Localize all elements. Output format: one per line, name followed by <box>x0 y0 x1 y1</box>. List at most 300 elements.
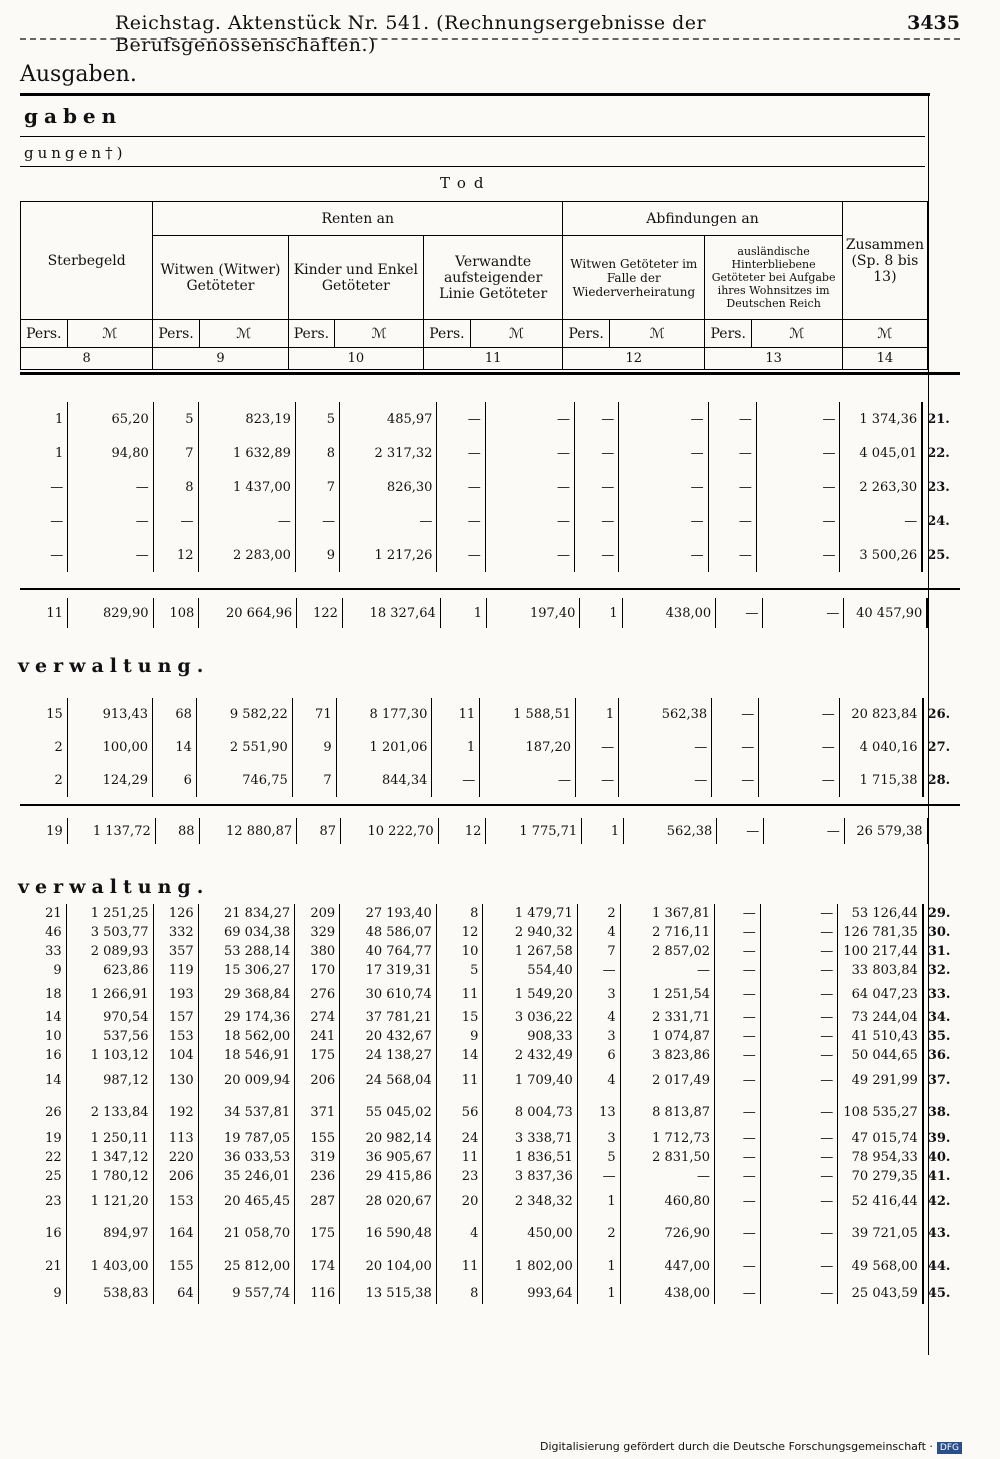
table-cell: 126 <box>153 904 198 923</box>
table-cell: 2 551,90 <box>196 731 292 764</box>
table-cell: 5 <box>436 961 483 980</box>
table-cell: 1 632,89 <box>198 436 295 470</box>
table-cell: 11 <box>436 1065 483 1095</box>
table-row <box>20 1129 960 1148</box>
table-cell: 9 <box>53 963 62 978</box>
table-cell: — <box>437 470 485 504</box>
total-block-2 <box>20 818 960 844</box>
table-cell: 119 <box>153 961 198 980</box>
table-subtitle: gungen†) <box>24 144 127 162</box>
table-cell: — <box>437 436 485 470</box>
table-cell: — <box>432 764 480 797</box>
table-cell: 3 <box>577 980 620 1008</box>
table-cell: 894,97 <box>66 1216 153 1250</box>
table-cell: — <box>756 402 840 436</box>
table-cell: — <box>759 698 840 731</box>
head-kinder: Kinder und Enkel Getöteter <box>288 236 423 320</box>
table-cell: 9 557,74 <box>198 1282 295 1304</box>
table-cell: 24 <box>436 1129 483 1148</box>
table-cell: 104 <box>153 1046 198 1065</box>
table-cell: 47 015,74 <box>838 1129 923 1148</box>
table-cell: 12 <box>153 538 198 572</box>
table-cell: — <box>619 504 708 538</box>
table-cell: 164 <box>153 1216 198 1250</box>
table-cell: 9 <box>53 1285 62 1301</box>
table-cell: 4 045,01 <box>840 436 922 470</box>
table-cell: 11 <box>436 1148 483 1167</box>
table-cell: 20 <box>436 1186 483 1216</box>
head-witwen: Witwen (Witwer) Getöteter <box>153 236 288 320</box>
table-cell: 37 781,21 <box>340 1008 437 1027</box>
table-cell: — <box>760 1186 838 1216</box>
table-cell: 53 126,44 <box>838 904 923 923</box>
table-cell: — <box>760 1148 838 1167</box>
table-cell: 10 <box>436 942 483 961</box>
table-cell: 27. <box>923 731 960 764</box>
table-cell: 1 <box>577 1282 620 1304</box>
table-cell: 276 <box>295 980 340 1008</box>
table-row <box>20 1065 960 1095</box>
table-cell: 20 823,84 <box>839 698 922 731</box>
table-cell: 2 831,50 <box>620 1148 714 1167</box>
table-cell: 274 <box>295 1008 340 1027</box>
table-cell: 174 <box>295 1250 340 1282</box>
table-cell: 197,40 <box>486 598 579 628</box>
table-cell: 206 <box>295 1065 340 1095</box>
page-number: 3435 <box>907 12 960 34</box>
table-cell: 1 267,58 <box>483 942 577 961</box>
table-row <box>20 1216 960 1250</box>
table-cell: 1 367,81 <box>620 904 714 923</box>
table-cell: 20 465,45 <box>198 1186 295 1216</box>
table-cell: — <box>756 436 840 470</box>
table-cell: 108 <box>153 598 199 628</box>
table-row <box>20 1250 960 1282</box>
verwaltung-heading-2: verwaltung. <box>18 876 210 898</box>
table-cell: 726,90 <box>620 1216 714 1250</box>
table-cell: 908,33 <box>483 1027 577 1046</box>
table-title: gaben <box>24 104 123 128</box>
table-cell: 155 <box>153 1250 198 1282</box>
table-cell: — <box>760 1167 838 1186</box>
table-cell: 287 <box>295 1186 340 1216</box>
footer <box>540 1440 962 1454</box>
table-cell: — <box>840 504 922 538</box>
table-cell: 1 479,71 <box>483 904 577 923</box>
table-cell: — <box>619 764 712 797</box>
table-cell: 18 327,64 <box>342 598 440 628</box>
table-cell: — <box>619 538 708 572</box>
head-verwandte: Verwandte aufsteigender Linie Getöteter <box>424 236 563 320</box>
table-cell: 39 721,05 <box>838 1216 923 1250</box>
table-cell: 24 138,27 <box>340 1046 437 1065</box>
table-cell: — <box>576 764 619 797</box>
table-cell: 26 <box>45 1104 62 1120</box>
table-cell: 4 <box>577 923 620 942</box>
table-cell: 3 338,71 <box>483 1129 577 1148</box>
table-cell: 10 <box>45 1029 62 1044</box>
table-cell: — <box>717 818 764 844</box>
table-cell: 25 812,00 <box>198 1250 295 1282</box>
table-cell: — <box>437 504 485 538</box>
table-cell: 37. <box>923 1065 960 1095</box>
table-cell: 16 <box>45 1048 62 1063</box>
table-cell: 88 <box>155 818 199 844</box>
table-cell: 319 <box>295 1148 340 1167</box>
table-cell: — <box>760 1065 838 1095</box>
table-cell: 33. <box>923 980 960 1008</box>
table-cell: 8 177,30 <box>336 698 432 731</box>
table-cell: 1 250,11 <box>66 1129 153 1148</box>
table-cell: 562,38 <box>624 818 717 844</box>
table-cell: — <box>576 731 619 764</box>
table-cell: 24. <box>922 504 960 538</box>
table-cell: 49 568,00 <box>838 1250 923 1282</box>
table-cell: 1 251,54 <box>620 980 714 1008</box>
table-cell: 1 121,20 <box>66 1186 153 1216</box>
table-cell: 14 <box>45 1072 62 1088</box>
table-cell: — <box>715 1008 761 1027</box>
table-cell: 24 568,04 <box>340 1065 437 1095</box>
table-cell: 1 137,72 <box>67 818 155 844</box>
table-cell: 220 <box>153 1148 198 1167</box>
tod-heading: Tod <box>440 174 492 192</box>
table-cell: 537,56 <box>66 1027 153 1046</box>
table-cell: — <box>715 1065 761 1095</box>
table-cell: — <box>715 1282 761 1304</box>
table-cell: 1 588,51 <box>480 698 576 731</box>
table-cell: 12 <box>436 923 483 942</box>
head-sterbegeld: Sterbegeld <box>21 202 153 320</box>
table-cell: — <box>712 698 759 731</box>
table-cell: 48 586,07 <box>340 923 437 942</box>
table-cell: 19 787,05 <box>198 1129 295 1148</box>
table-cell: 8 004,73 <box>483 1095 577 1129</box>
table-cell: 371 <box>295 1095 340 1129</box>
data-block-1 <box>20 402 960 572</box>
table-cell: 29 174,36 <box>198 1008 295 1027</box>
table-cell: — <box>760 904 838 923</box>
table-cell: 4 <box>436 1216 483 1250</box>
table-cell: 13 <box>577 1095 620 1129</box>
table-cell: — <box>715 980 761 1008</box>
table-cell: 50 044,65 <box>838 1046 923 1065</box>
table-cell: — <box>485 402 574 436</box>
table-row <box>20 904 960 923</box>
table-cell: 2 283,00 <box>198 538 295 572</box>
table-cell: 41 510,43 <box>838 1027 923 1046</box>
table-cell: 64 <box>153 1282 198 1304</box>
table-cell: 332 <box>153 923 198 942</box>
table-cell: — <box>716 598 763 628</box>
table-cell: 21 <box>45 906 62 921</box>
table-cell: 25. <box>922 538 960 572</box>
table-cell: 26 579,38 <box>844 818 927 844</box>
table-cell: 155 <box>295 1129 340 1148</box>
table-cell: 2 017,49 <box>620 1065 714 1095</box>
table-cell: 26. <box>923 698 960 731</box>
table-row <box>20 436 960 470</box>
table-row <box>20 942 960 961</box>
table-cell: — <box>763 598 844 628</box>
col-num: 11 <box>424 348 563 370</box>
table-cell: 175 <box>295 1046 340 1065</box>
table-cell: 30. <box>923 923 960 942</box>
table-cell: 3 <box>577 1027 620 1046</box>
table-cell: 45. <box>923 1282 960 1304</box>
col-num: 9 <box>153 348 288 370</box>
table-cell: 2 940,32 <box>483 923 577 942</box>
table-cell: 1 709,40 <box>483 1065 577 1095</box>
table-row <box>20 470 960 504</box>
table-cell: 6 <box>577 1046 620 1065</box>
table-cell: 1 549,20 <box>483 980 577 1008</box>
table-cell: 8 <box>295 436 339 470</box>
table-cell: 357 <box>153 942 198 961</box>
table-cell: 18 <box>45 986 62 1002</box>
table-cell: 35 246,01 <box>198 1167 295 1186</box>
table-cell: 12 <box>438 818 486 844</box>
table-cell: 1 374,36 <box>840 402 922 436</box>
table-cell: 40. <box>923 1148 960 1167</box>
table-cell: 19 <box>46 823 63 839</box>
table-row <box>20 731 960 764</box>
table-cell: — <box>760 1095 838 1129</box>
table-cell: 22 <box>45 1150 62 1165</box>
table-cell: 5 <box>295 402 339 436</box>
table-cell: 33 803,84 <box>838 961 923 980</box>
table-cell: 8 <box>436 904 483 923</box>
table-cell: — <box>764 818 844 844</box>
table-cell: — <box>708 470 756 504</box>
table-cell: — <box>575 436 619 470</box>
table-cell: 1 201,06 <box>336 731 432 764</box>
table-cell: 913,43 <box>67 698 152 731</box>
table-cell: 236 <box>295 1167 340 1186</box>
table-row <box>20 764 960 797</box>
table-cell: 13 515,38 <box>340 1282 437 1304</box>
table-cell: 823,19 <box>198 402 295 436</box>
table-cell: 36 033,53 <box>198 1148 295 1167</box>
table-cell: 108 535,27 <box>838 1095 923 1129</box>
table-cell: — <box>708 504 756 538</box>
table-cell: 2 857,02 <box>620 942 714 961</box>
table-cell: — <box>712 731 759 764</box>
table-cell: — <box>715 1250 761 1282</box>
table-cell: 7 <box>577 942 620 961</box>
table-cell: 18 562,00 <box>198 1027 295 1046</box>
table-cell: 2 716,11 <box>620 923 714 942</box>
table-cell: — <box>620 961 714 980</box>
table-cell: — <box>68 470 153 504</box>
head-mark: ℳ <box>842 320 927 348</box>
table-cell: 17 319,31 <box>340 961 437 980</box>
table-cell: 43. <box>923 1216 960 1250</box>
table-cell: 438,00 <box>620 1282 714 1304</box>
head-pers: Pers. <box>153 320 200 348</box>
table-cell: 10 222,70 <box>341 818 439 844</box>
table-cell <box>928 818 960 844</box>
table-cell: — <box>759 731 840 764</box>
head-mark: ℳ <box>752 320 843 348</box>
table-cell: 993,64 <box>483 1282 577 1304</box>
table-cell: 562,38 <box>619 698 712 731</box>
head-pers: Pers. <box>424 320 471 348</box>
table-cell: — <box>715 1027 761 1046</box>
table-cell: 34 537,81 <box>198 1095 295 1129</box>
table-cell: 38. <box>923 1095 960 1129</box>
table-cell: — <box>715 1216 761 1250</box>
table-cell: 71 <box>292 698 336 731</box>
dfg-logo: DFG <box>937 1442 962 1454</box>
table-cell: 9 <box>295 538 339 572</box>
table-cell: 170 <box>295 961 340 980</box>
table-row <box>20 1008 960 1027</box>
table-cell: 970,54 <box>66 1008 153 1027</box>
section-title: Ausgaben. <box>20 62 137 87</box>
table-cell: 16 <box>45 1225 62 1241</box>
table-row <box>20 1282 960 1304</box>
table-cell: 1 712,73 <box>620 1129 714 1148</box>
table-cell: 130 <box>153 1065 198 1095</box>
table-cell: — <box>759 764 840 797</box>
table-cell: 3 823,86 <box>620 1046 714 1065</box>
table-cell: 157 <box>153 1008 198 1027</box>
table-cell: 69 034,38 <box>198 923 295 942</box>
table-cell: — <box>756 470 840 504</box>
footer-text: Digitalisierung gefördert durch die Deutsche Forschungsgemeinschaft · <box>539 1440 933 1453</box>
table-cell: — <box>50 513 64 529</box>
table-cell: 124,29 <box>67 764 152 797</box>
table-cell: — <box>68 504 153 538</box>
table-cell: 175 <box>295 1216 340 1250</box>
table-cell: 52 416,44 <box>838 1186 923 1216</box>
table-cell: 78 954,33 <box>838 1148 923 1167</box>
table-cell: 3 <box>577 1129 620 1148</box>
head-mark: ℳ <box>199 320 288 348</box>
table-cell: — <box>485 470 574 504</box>
table-cell: 68 <box>153 698 197 731</box>
table-cell: 1 <box>55 445 64 461</box>
table-cell: 18 546,91 <box>198 1046 295 1065</box>
table-cell: — <box>715 942 761 961</box>
table-cell: 623,86 <box>66 961 153 980</box>
table-cell: — <box>437 538 485 572</box>
table-row <box>20 504 960 538</box>
table-cell: 46 <box>45 925 62 940</box>
table-cell: 39. <box>923 1129 960 1148</box>
table-cell: 2 <box>54 740 63 755</box>
table-cell: — <box>760 1027 838 1046</box>
table-cell: 1 <box>432 731 480 764</box>
table-cell: — <box>577 1167 620 1186</box>
table-cell: — <box>620 1167 714 1186</box>
divider <box>20 166 925 167</box>
table-cell: 14 <box>436 1046 483 1065</box>
table-cell: 20 104,00 <box>340 1250 437 1282</box>
table-cell: 438,00 <box>622 598 715 628</box>
table-cell: — <box>715 1129 761 1148</box>
col-num: 8 <box>21 348 153 370</box>
table-cell: 7 <box>295 470 339 504</box>
table-cell: 8 813,87 <box>620 1095 714 1129</box>
data-block-2 <box>20 698 960 797</box>
table-cell: — <box>760 980 838 1008</box>
table-cell: 485,97 <box>340 402 437 436</box>
table-cell: 1 <box>577 1186 620 1216</box>
table-cell: 25 <box>45 1169 62 1184</box>
table-cell: 40 457,90 <box>844 598 927 628</box>
table-cell: 5 <box>153 402 198 436</box>
table-cell: 42. <box>923 1186 960 1216</box>
table-cell: 8 <box>436 1282 483 1304</box>
table-cell: 460,80 <box>620 1186 714 1216</box>
table-cell: — <box>760 1046 838 1065</box>
table-cell <box>927 598 960 628</box>
table-cell: — <box>760 1008 838 1027</box>
table-cell: 100 217,44 <box>838 942 923 961</box>
table-cell: 23 <box>45 1193 62 1209</box>
table-cell: 23 <box>436 1167 483 1186</box>
table-cell: — <box>340 504 437 538</box>
head-mark: ℳ <box>610 320 705 348</box>
table-cell: 538,83 <box>66 1282 153 1304</box>
table-cell: 1 <box>440 598 486 628</box>
table-cell: 20 432,67 <box>340 1027 437 1046</box>
table-cell: 36 905,67 <box>340 1148 437 1167</box>
head-pers: Pers. <box>705 320 752 348</box>
table-cell: 27 193,40 <box>340 904 437 923</box>
table-cell: 9 <box>292 731 336 764</box>
table-cell: 65,20 <box>68 402 153 436</box>
table-cell: 193 <box>153 980 198 1008</box>
table-cell: 192 <box>153 1095 198 1129</box>
table-cell: 29 415,86 <box>340 1167 437 1186</box>
table-cell: 153 <box>153 1186 198 1216</box>
table-cell: 450,00 <box>483 1216 577 1250</box>
table-cell: 28. <box>923 764 960 797</box>
table-cell: 25 043,59 <box>838 1282 923 1304</box>
table-cell: 30 610,74 <box>340 980 437 1008</box>
table-cell: 187,20 <box>480 731 576 764</box>
table-cell: 2 331,71 <box>620 1008 714 1027</box>
table-cell: — <box>485 436 574 470</box>
head-mark: ℳ <box>67 320 153 348</box>
table-cell: — <box>619 731 712 764</box>
table-cell: 44. <box>923 1250 960 1282</box>
total-block-1 <box>20 598 960 628</box>
table-cell: 1 <box>55 411 64 427</box>
table-row <box>20 818 960 844</box>
table-cell: 1 <box>577 1250 620 1282</box>
header-rule <box>20 372 960 375</box>
table-cell: 1 103,12 <box>66 1046 153 1065</box>
table-cell: 29 368,84 <box>198 980 295 1008</box>
table-cell: 1 251,25 <box>66 904 153 923</box>
head-abfindungen: Abfindungen an <box>563 202 843 236</box>
table-cell: 1 836,51 <box>483 1148 577 1167</box>
table-cell: 3 503,77 <box>66 923 153 942</box>
table-cell: 23. <box>922 470 960 504</box>
table-cell: 2 089,93 <box>66 942 153 961</box>
table-cell: — <box>575 538 619 572</box>
table-cell: 34. <box>923 1008 960 1027</box>
table-cell: 1 <box>582 818 624 844</box>
head-renten: Renten an <box>153 202 563 236</box>
table-cell: — <box>619 402 708 436</box>
table-cell: 2 <box>577 1216 620 1250</box>
table-row <box>20 1027 960 1046</box>
